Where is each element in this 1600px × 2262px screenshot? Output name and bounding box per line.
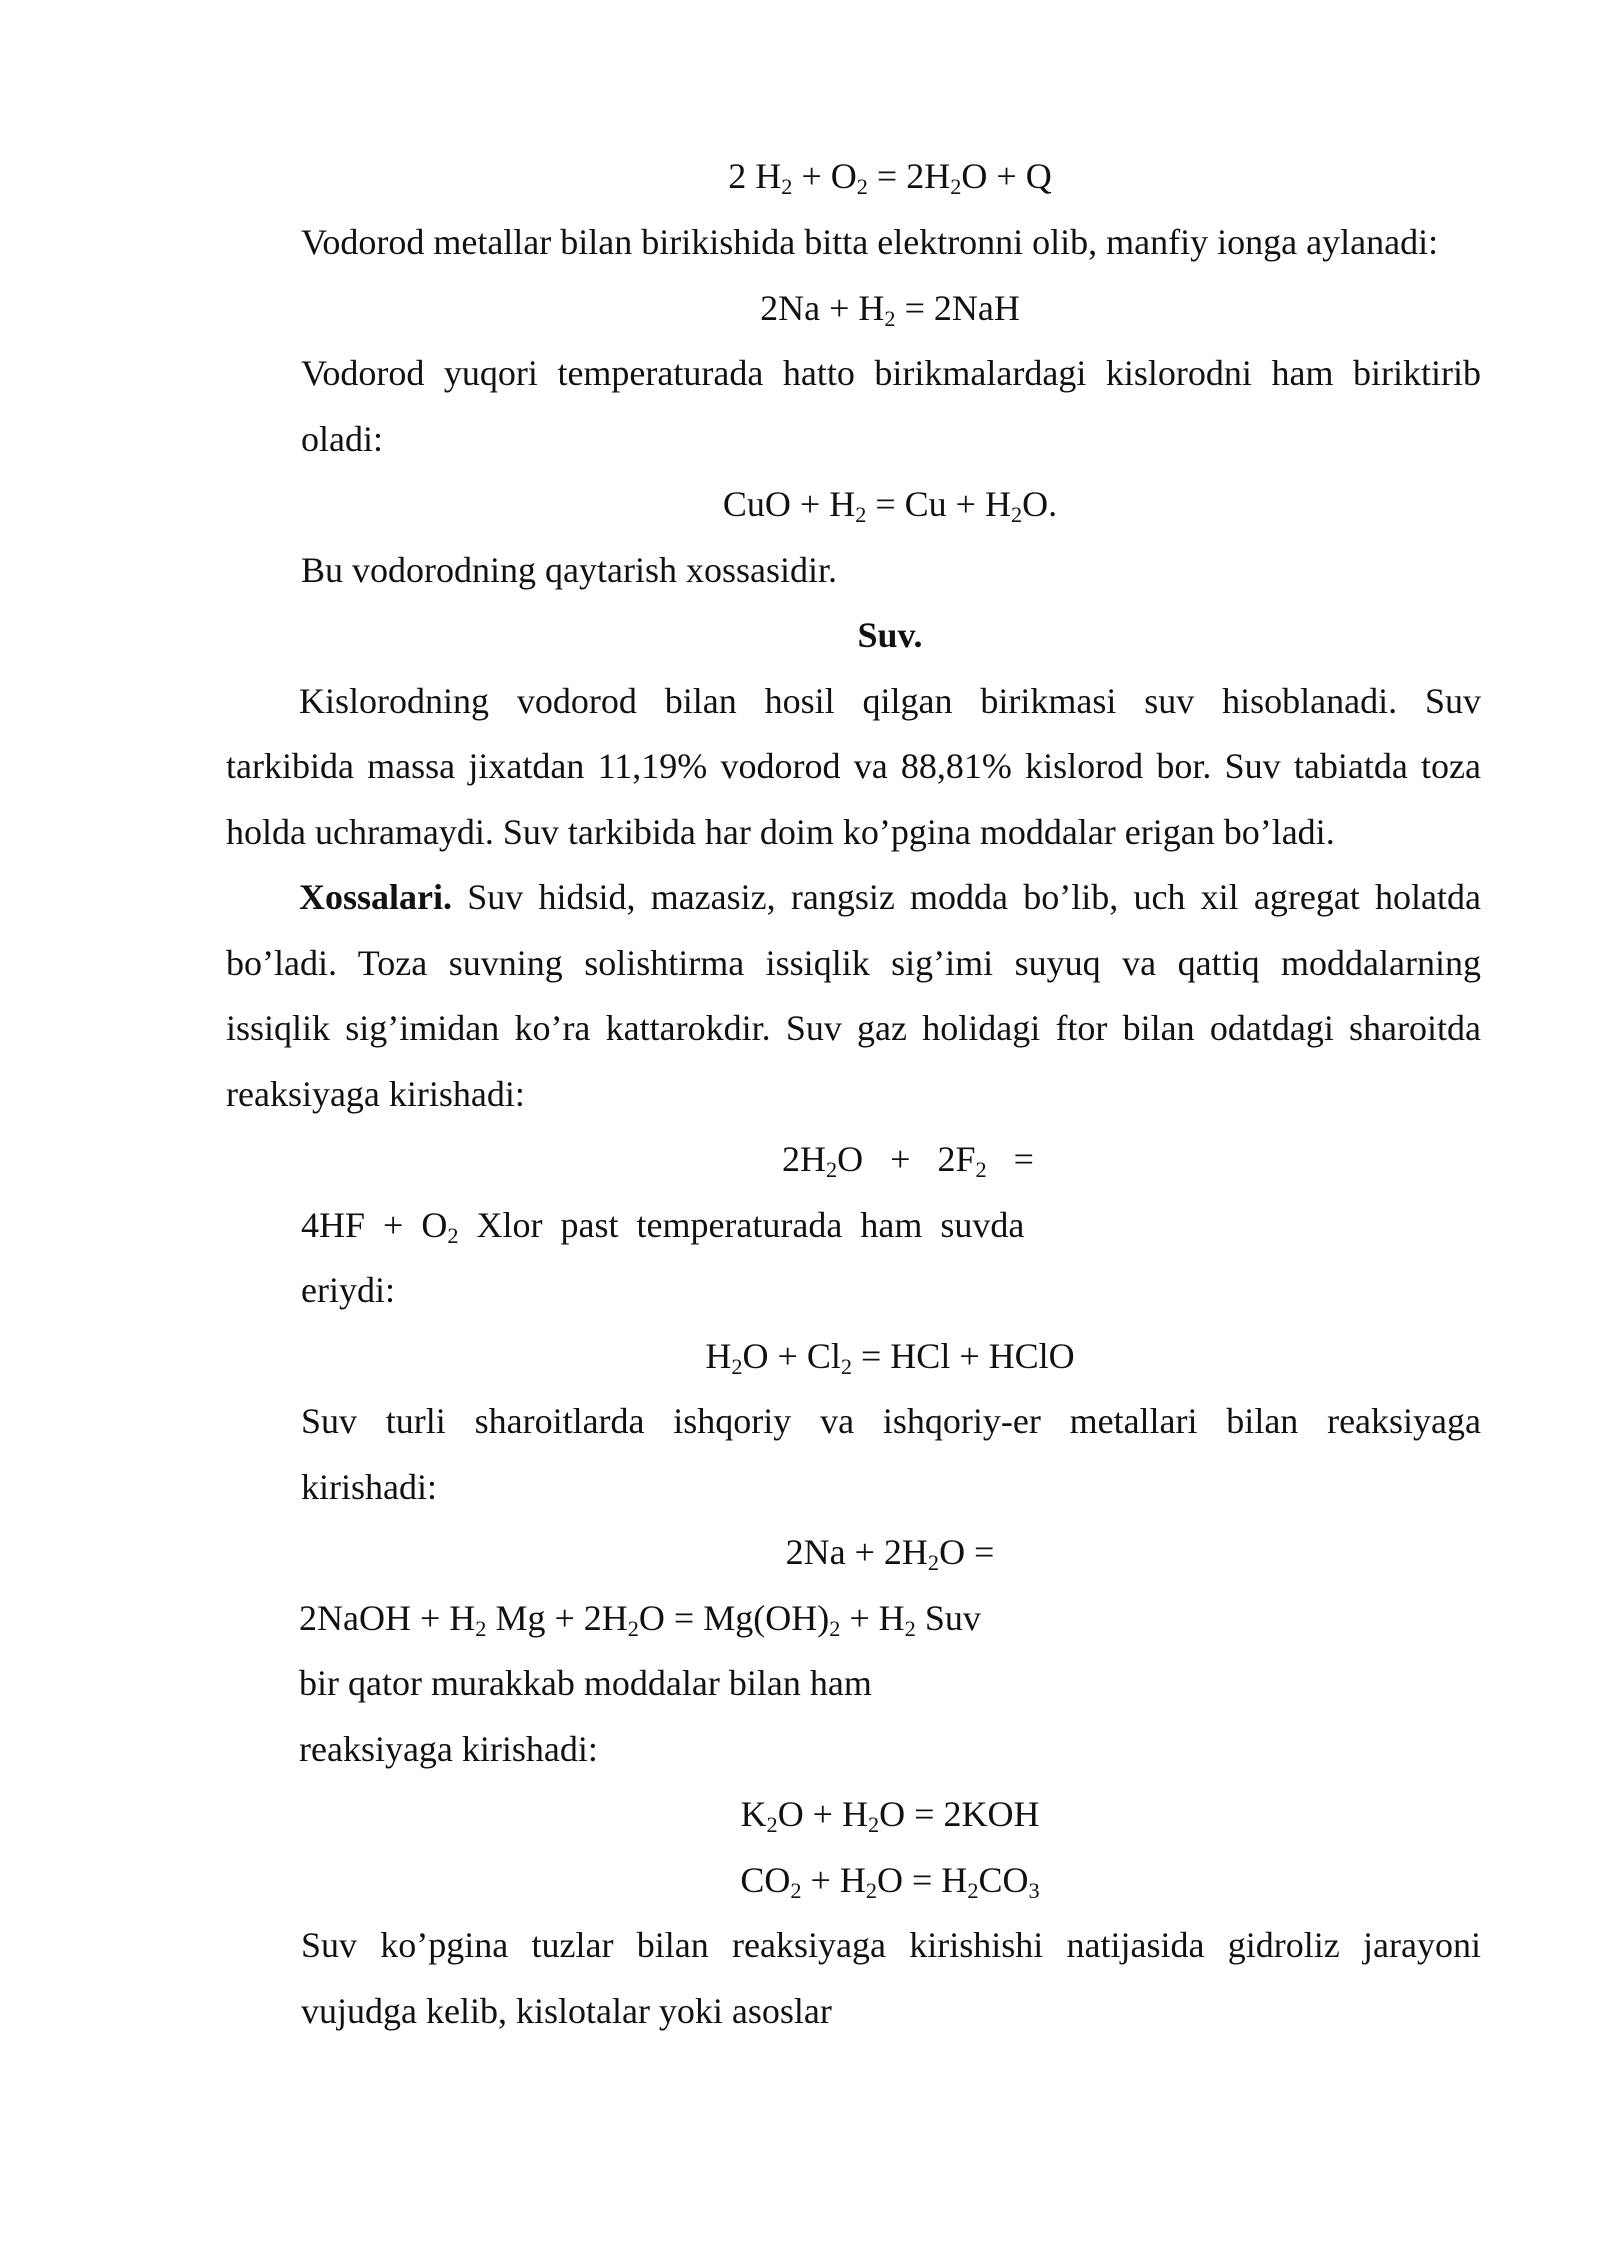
- paragraph-line: Vodorod yuqori temperaturada hatto birikmalardagi kislorodni ham biriktirib: [301, 353, 1481, 393]
- section-heading: Suv.: [857, 615, 923, 655]
- paragraph-line: Suv turli sharoitlarda ishqoriy va ishqoriy-er metallari bilan reaksiyaga: [301, 1401, 1481, 1441]
- paragraph-line: tarkibida massa jixatdan 11,19% vodorod va 88,81% kislorod bor. Suv tabiatda toza: [226, 746, 1481, 786]
- equation-water-fluorine: $2H_2O + 2F_2$ =: [782, 1139, 1034, 1183]
- equation-copper-oxide: CuO + $H_2 = Cu + H_2O$.: [722, 484, 1058, 528]
- properties-label: Xossalari.: [299, 877, 452, 917]
- paragraph-line: vujudga kelib, kislotalar yoki asoslar: [301, 1991, 832, 2031]
- paragraph-line: reaksiyaga kirishadi:: [299, 1729, 598, 1769]
- equation-potassium-oxide: $K_2O + H_2O = 2KOH$: [740, 1794, 1040, 1838]
- paragraph-line: Suv ko’pgina tuzlar bilan reaksiyaga kirishishi natijasida gidroliz jarayoni: [301, 1925, 1481, 1965]
- paragraph-line: reaksiyaga kirishadi:: [226, 1074, 525, 1114]
- equation-water-chlorine: $H_2O + Cl_2$ = HCl + HClO: [705, 1336, 1075, 1380]
- paragraph-line: 2NaOH + $H_2$ $Mg + 2H_2O = Mg(OH)_2 + H_2$ Suv: [299, 1598, 981, 1642]
- paragraph-line: bir qator murakkab moddalar bilan ham: [299, 1663, 872, 1703]
- paragraph-line: oladi:: [301, 419, 383, 459]
- paragraph-line: issiqlik sig’imidan ko’ra kattarokdir. Suv gaz holidagi ftor bilan odatdagi sharoitda: [226, 1008, 1481, 1048]
- paragraph-line: eriydi:: [301, 1270, 395, 1310]
- paragraph-line: $4HF + O_2$ Xlor past temperaturada ham suvda: [301, 1205, 1025, 1249]
- equation-hydrogen-oxygen: 2 $H_2 + O_2 = 2H_2O + Q$: [728, 156, 1052, 200]
- paragraph-line: Bu vodorodning qaytarish xossasidir.: [301, 550, 837, 590]
- paragraph-line: bo’ladi. Toza suvning solishtirma issiqlik sig’imi suyuq va qattiq moddalarning: [226, 943, 1481, 983]
- paragraph-line: holda uchramaydi. Suv tarkibida har doim ko’pgina moddalar erigan bo’ladi.: [226, 812, 1335, 852]
- paragraph-line: Kislorodning vodorod bilan hosil qilgan birikmasi suv hisoblanadi. Suv: [299, 681, 1481, 721]
- paragraph-line: Xossalari. Suv hidsid, mazasiz, rangsiz modda bo’lib, uch xil agregat holatda: [299, 877, 1481, 917]
- paragraph-line: kirishadi:: [301, 1467, 437, 1507]
- equation-carbonic-acid: $CO_2 + H_2O = H_2CO_3$: [740, 1860, 1040, 1904]
- equation-sodium-hydride: $2Na + H_2 = 2NaH$: [760, 288, 1020, 332]
- paragraph-line: Vodorod metallar bilan birikishida bitta elektronni olib, manfiy ionga aylanadi:: [301, 222, 1439, 262]
- equation-sodium-water: $2Na + 2H_2O$ =: [785, 1532, 995, 1576]
